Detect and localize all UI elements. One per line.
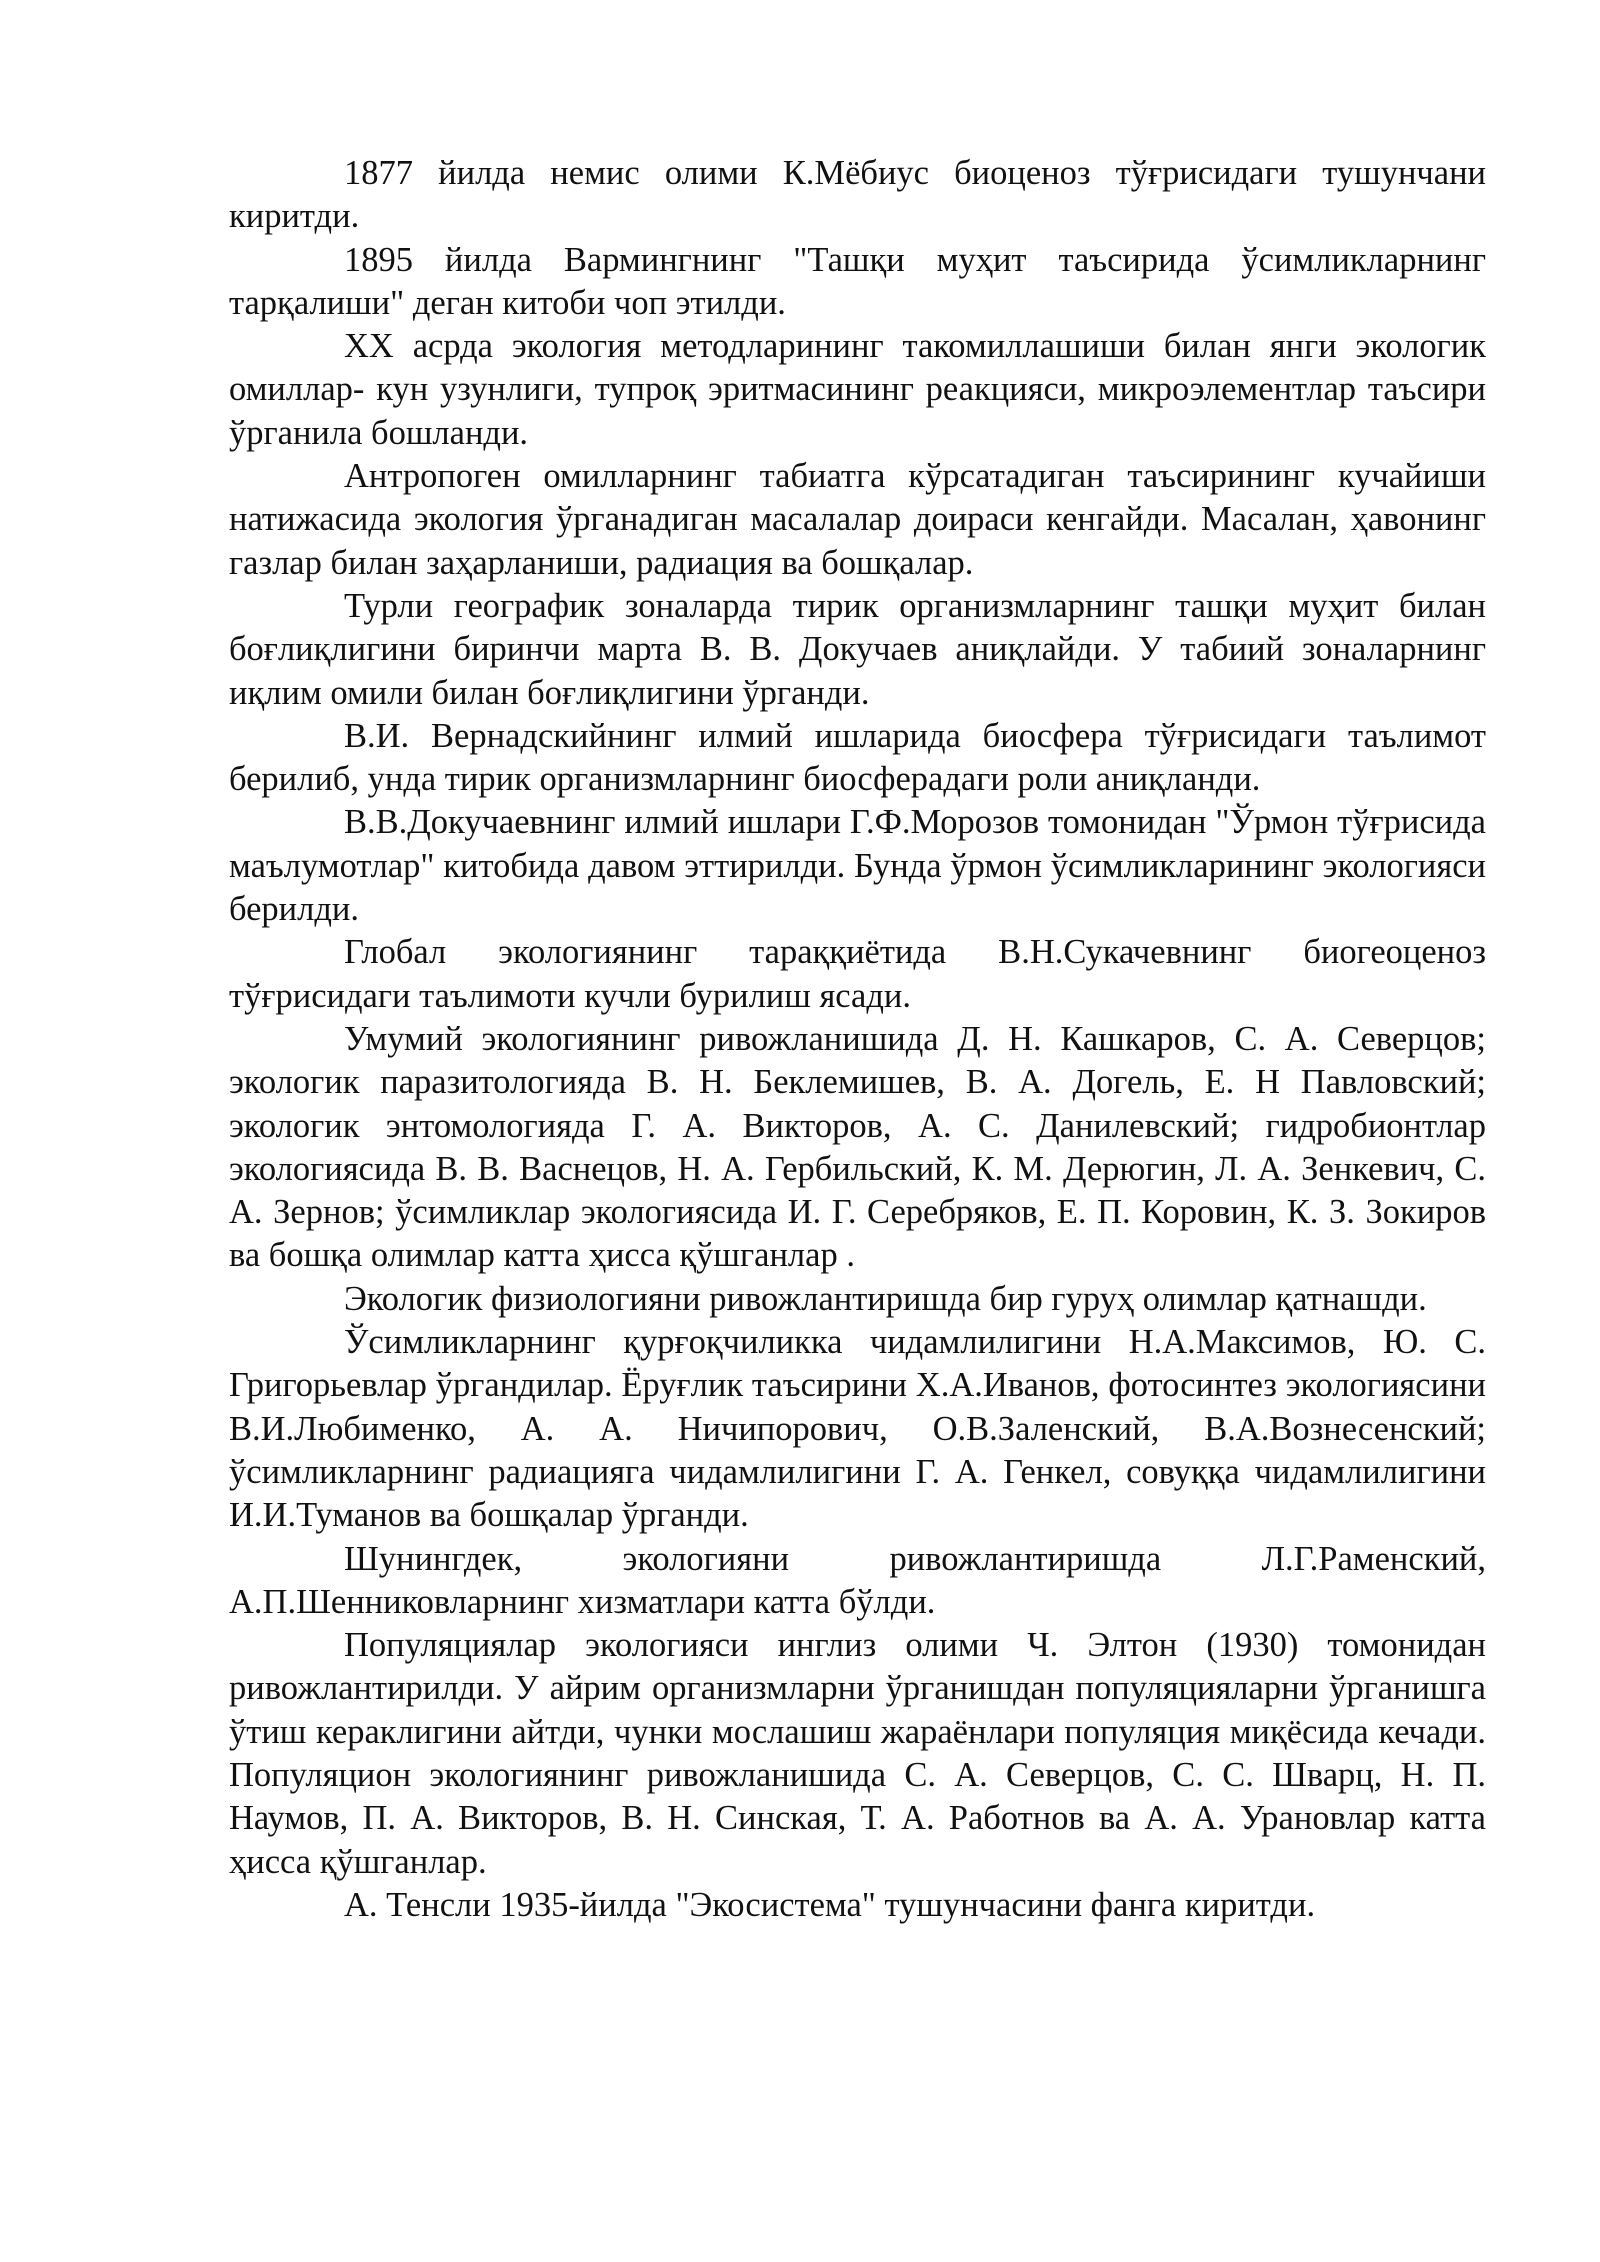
paragraph-vernadsky: В.И. Вернадскийнинг илмий ишларида биосфера тўғрисидаги таълимот берилиб, унда тирик организмларнинг биосферадаги роли аниқланди. [229, 716, 1486, 799]
paragraph-general-ecology: Умумий экологиянинг ривожланишида Д. Н. Кашкаров, С. А. Северцов; экологик паразитологияда В. Н. Беклемишев, В. А. Догель, Е. Н Павловский; экологик энтомологияда Г. А. Викторов, А. С. Данилевский; гидробионтлар экологиясида В. В. Васнецов, Н. А. Гербильский, К. М. Дерюгин, Л. А. Зенкевич, С. А. Зернов; ўсимликлар экологиясида И. Г. Серебряков, Е. П. Коровин, К. З. Зокиров ва бошқа олимлар катта ҳисса қўшганлар . [229, 1019, 1486, 1275]
paragraph-morozov: В.В.Докучаевнинг илмий ишлари Г.Ф.Морозов томонидан "Ўрмон тўғрисида маълумотлар" китобида давом эттирилди. Бунда ўрмон ўсимликларининг экологияси берилди. [229, 803, 1486, 929]
paragraph-plant-drought: Ўсимликларнинг қурғоқчиликка чидамлилигини Н.А.Максимов, Ю. С. Григорьевлар ўргандилар. Ёруғлик таъсирини Х.А.Иванов, фотосинтез экологиясини В.И.Любименко, А. А. Ничипорович, О.В.Заленский, В.А.Вознесенский; ўсимликларнинг радиацияга чидамлилигини Г. А. Генкел, совуққа чидамлилигини И.И.Туманов ва бошқалар ўрганди. [229, 1323, 1486, 1535]
paragraph-sukachev: Глобал экологиянинг тараққиётида В.Н.Сукачевнинг биогеоценоз тўғрисидаги таълимоти кучли бурилиш ясади. [229, 933, 1486, 1015]
paragraph-dokuchaev-zones: Турли географик зоналарда тирик организмларнинг ташқи муҳит билан боғлиқлигини биринчи марта В. В. Докучаев аниқлайди. У табиий зоналарнинг иқлим омили билан боғлиқлигини ўрганди. [229, 586, 1486, 712]
paragraph-physiology: Экологик физиологияни ривожлантиришда бир гуруҳ олимлар қатнашди. [344, 1279, 1427, 1318]
document-page [229, 152, 1486, 1927]
paragraph-warming: 1895 йилда Вармингнинг "Ташқи муҳит таъсирида ўсимликларнинг тарқалиши" деган китоби чоп этилди. [229, 240, 1486, 322]
paragraph-xx-century: XX асрда экология методларининг такомиллашиши билан янги экологик омиллар- кун узунлиги, тупроқ эритмасининг реакцияси, микроэлементлар таъсири ўрганила бошланди. [229, 327, 1486, 452]
paragraph-mobius: 1877 йилда немис олими К.Мёбиус биоценоз тўғрисидаги тушунчани киритди. [229, 154, 1486, 236]
paragraph-elton: Популяциялар экологияси инглиз олими Ч. Элтон (1930) томонидан ривожлантирилди. У айрим организмларни ўрганишдан популяцияларни ўрганишга ўтиш кераклигини айтди, чунки мослашиш жараёнлари популяция миқёсида кечади. Популяцион экологиянинг ривожланишида С. А. Северцов, С. С. Шварц, Н. П. Наумов, П. А. Викторов, В. Н. Синская, Т. А. Работнов ва А. А. Урановлар катта ҳисса қўшганлар. [229, 1626, 1486, 1881]
paragraph-anthropogenic: Антропоген омилларнинг табиатга кўрсатадиган таъсирининг кучайиши натижасида экология ўрганадиган масалалар доираси кенгайди. Масалан, ҳавонинг газлар билан заҳарланиши, радиация ва бошқалар. [229, 457, 1486, 582]
paragraph-tansley: А. Тенсли 1935-йилда "Экосистема" тушунчасини фанга киритди. [344, 1885, 1316, 1924]
paragraph-ramensky: Шунингдек, экологияни ривожлантиришда Л.Г.Раменский, А.П.Шенниковларнинг хизматлари катта бўлди. [229, 1539, 1486, 1621]
